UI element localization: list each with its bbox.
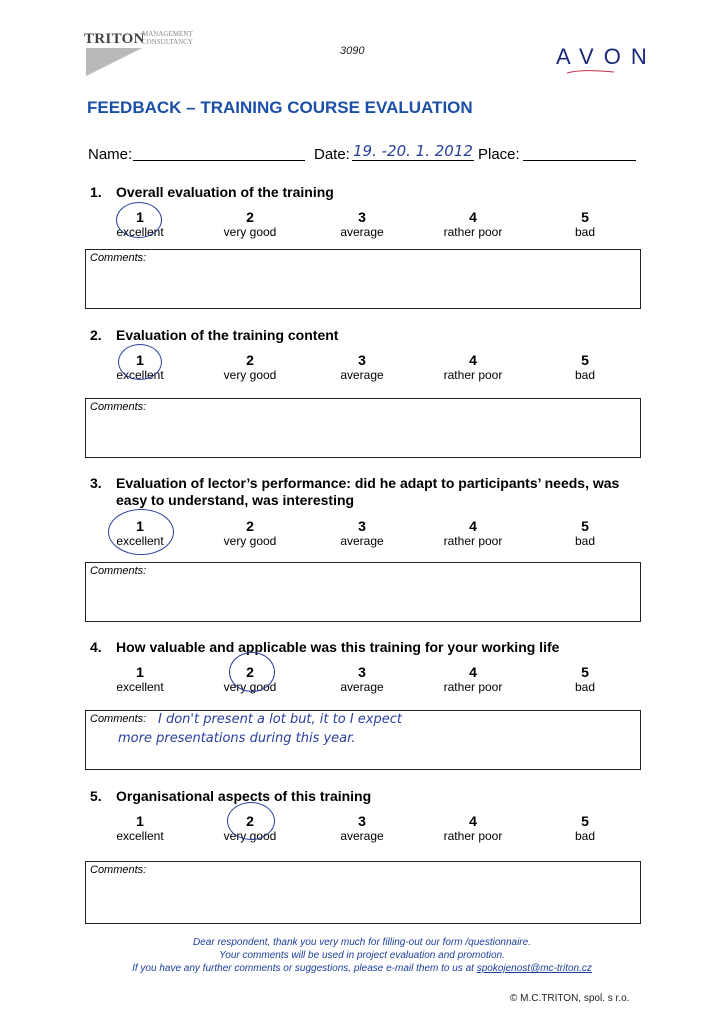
q2-comments-label: Comments: [90,401,147,413]
place-label: Place: [478,146,520,163]
q1-option-4[interactable]: 4 rather poor [443,209,503,239]
copyright: © M.C.TRITON, spol. s r.o. [510,993,630,1004]
q1-option-5[interactable]: 5 bad [574,209,596,239]
q5-option-3[interactable]: 3 average [340,813,384,843]
q3-selection-circle [108,509,174,555]
name-field[interactable] [133,160,305,161]
q5-option-5[interactable]: 5 bad [574,813,596,843]
date-value: 19. -20. 1. 2012 [353,142,473,160]
triton-logo-word: TRITON [84,31,145,47]
q3-option-3[interactable]: 3 average [340,518,384,548]
q2-option-4[interactable]: 4 rather poor [443,352,503,382]
q4-option-1[interactable]: 1 excellent [116,664,164,694]
footer-note: Dear respondent, thank you very much for filling-out our form /questionnaire. Your comments will be used in project evaluation and promotion. If you have any further comments or suggestions, please e-mail them to us at spokojenost@mc-triton.cz [132,937,592,974]
question-4-heading: 4. How valuable and applicable was this training for your working life [90,639,560,655]
q3-option-1[interactable]: 1 excellent [116,518,164,548]
q1-option-2[interactable]: 2 very good [223,209,277,239]
avon-logo-accent [566,69,616,75]
contact-email-link[interactable]: spokojenost@mc-triton.cz [476,963,592,974]
q4-comments-label: Comments: [90,713,147,725]
question-5-heading: 5. Organisational aspects of this training [90,788,372,804]
q4-comment-line-1: I don't present a lot but, it to I expect [158,712,402,727]
page-title: FEEDBACK – TRAINING COURSE EVALUATION [87,98,473,117]
q4-comment-line-2: more presentations during this year. [118,731,356,746]
q5-option-1[interactable]: 1 excellent [116,813,164,843]
q3-option-5[interactable]: 5 bad [574,518,596,548]
triton-logo-mark [84,46,144,78]
question-2-heading: 2. Evaluation of the training content [90,327,339,343]
q2-option-3[interactable]: 3 average [340,352,384,382]
q4-option-4[interactable]: 4 rather poor [443,664,503,694]
form-number: 3090 [340,45,365,57]
q2-selection-circle [118,344,162,380]
q1-option-1[interactable]: 1 excellent [116,209,164,239]
q3-comments-label: Comments: [90,565,147,577]
q4-option-5[interactable]: 5 bad [574,664,596,694]
q3-option-2[interactable]: 2 very good [223,518,277,548]
q4-option-3[interactable]: 3 average [340,664,384,694]
q2-option-5[interactable]: 5 bad [574,352,596,382]
q1-selection-circle [116,202,162,238]
name-label: Name: [88,146,133,163]
q5-option-4[interactable]: 4 rather poor [443,813,503,843]
avon-logo: AVON [556,44,657,69]
q2-option-1[interactable]: 1 excellent [116,352,164,382]
q2-option-2[interactable]: 2 very good [223,352,277,382]
q1-comments-label: Comments: [90,252,147,264]
q1-option-3[interactable]: 3 average [340,209,384,239]
q3-comments-box[interactable] [85,562,641,622]
place-field[interactable] [523,160,636,161]
date-label: Date: [314,146,350,163]
question-3-heading: 3. Evaluation of lector’s performance: did he adapt to participants’ needs, was easy to understand, was interesting [90,475,620,508]
q5-option-2[interactable]: 2 very good [223,813,277,843]
q5-selection-circle [227,802,275,840]
q2-comments-box[interactable] [85,398,641,458]
triton-logo-subtitle: MANAGEMENT CONSULTANCY [142,30,193,46]
q5-comments-box[interactable] [85,861,641,924]
q4-option-2[interactable]: 2 very good [223,664,277,694]
date-field[interactable] [352,160,474,161]
q1-comments-box[interactable] [85,249,641,309]
question-1-heading: 1. Overall evaluation of the training [90,184,334,200]
q4-selection-circle [229,652,275,692]
q4-comments-box[interactable] [85,710,641,770]
q5-comments-label: Comments: [90,864,147,876]
q3-option-4[interactable]: 4 rather poor [443,518,503,548]
